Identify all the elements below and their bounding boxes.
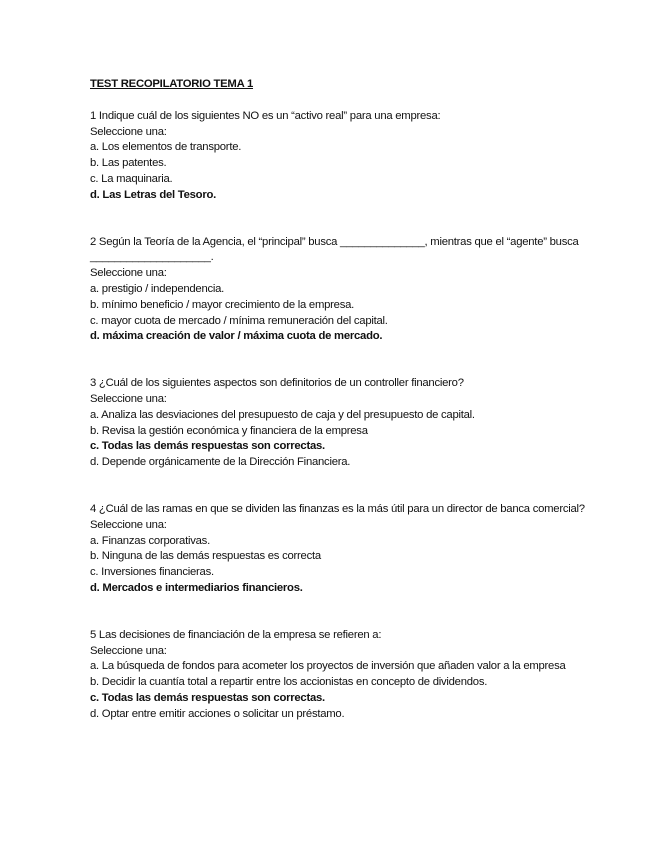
question-prompt: Seleccione una:	[90, 267, 167, 280]
option-c: c. Inversiones financieras.	[90, 566, 214, 579]
document-title: TEST RECOPILATORIO TEMA 1	[90, 78, 254, 90]
option-c: c. Todas las demás respuestas son correctas.	[90, 440, 325, 453]
question-text: 1 Indique cuál de los siguientes NO es un “activo real” para una empresa:	[90, 109, 441, 122]
question-3	[90, 376, 590, 471]
spacer	[90, 93, 590, 109]
option-d: d. Depende orgánicamente de la Dirección Financiera.	[90, 456, 351, 469]
option-c: c. mayor cuota de mercado / mínima remuneración del capital.	[90, 314, 388, 327]
option-a: a. La búsqueda de fondos para acometer los proyectos de inversión que añaden valor a la empresa	[90, 660, 566, 673]
option-b: b. mínimo beneficio / mayor crecimiento de la empresa.	[90, 298, 355, 311]
question-2	[90, 235, 590, 346]
option-b: b. Ninguna de las demás respuestas es correcta	[90, 550, 321, 563]
option-a: a. Los elementos de transporte.	[90, 141, 242, 154]
question-prompt: Seleccione una:	[90, 644, 167, 657]
option-c: c. Todas las demás respuestas son correctas.	[90, 691, 325, 704]
question-text: 5 Las decisiones de financiación de la empresa se refieren a:	[90, 628, 382, 641]
option-d: d. máxima creación de valor / máxima cuota de mercado.	[90, 330, 383, 343]
document-page	[90, 77, 590, 723]
option-a: a. Analiza las desviaciones del presupuesto de caja y del presupuesto de capital.	[90, 408, 475, 421]
question-prompt: Seleccione una:	[90, 518, 167, 531]
option-d: d. Optar entre emitir acciones o solicitar un préstamo.	[90, 707, 345, 720]
question-text: 2 Según la Teoría de la Agencia, el “principal” busca ______________, mientras que el “agente” busca ____________________.	[90, 235, 579, 264]
option-b: b. Decidir la cuantía total a repartir entre los accionistas en concepto de dividendos.	[90, 676, 488, 689]
question-1	[90, 109, 590, 204]
question-4	[90, 502, 590, 597]
option-b: b. Revisa la gestión económica y financiera de la empresa	[90, 424, 368, 437]
question-text: 3 ¿Cuál de los siguientes aspectos son definitorios de un controller financiero?	[90, 377, 464, 390]
option-d: d. Las Letras del Tesoro.	[90, 188, 217, 201]
question-5	[90, 628, 590, 723]
question-prompt: Seleccione una:	[90, 125, 167, 138]
option-a: a. prestigio / independencia.	[90, 282, 225, 295]
option-b: b. Las patentes.	[90, 157, 167, 170]
option-a: a. Finanzas corporativas.	[90, 534, 210, 547]
question-text: 4 ¿Cuál de las ramas en que se dividen las finanzas es la más útil para un director de banca comercial?	[90, 502, 585, 515]
option-c: c. La maquinaria.	[90, 172, 173, 185]
option-d: d. Mercados e intermediarios financieros.	[90, 581, 303, 594]
question-prompt: Seleccione una:	[90, 392, 167, 405]
